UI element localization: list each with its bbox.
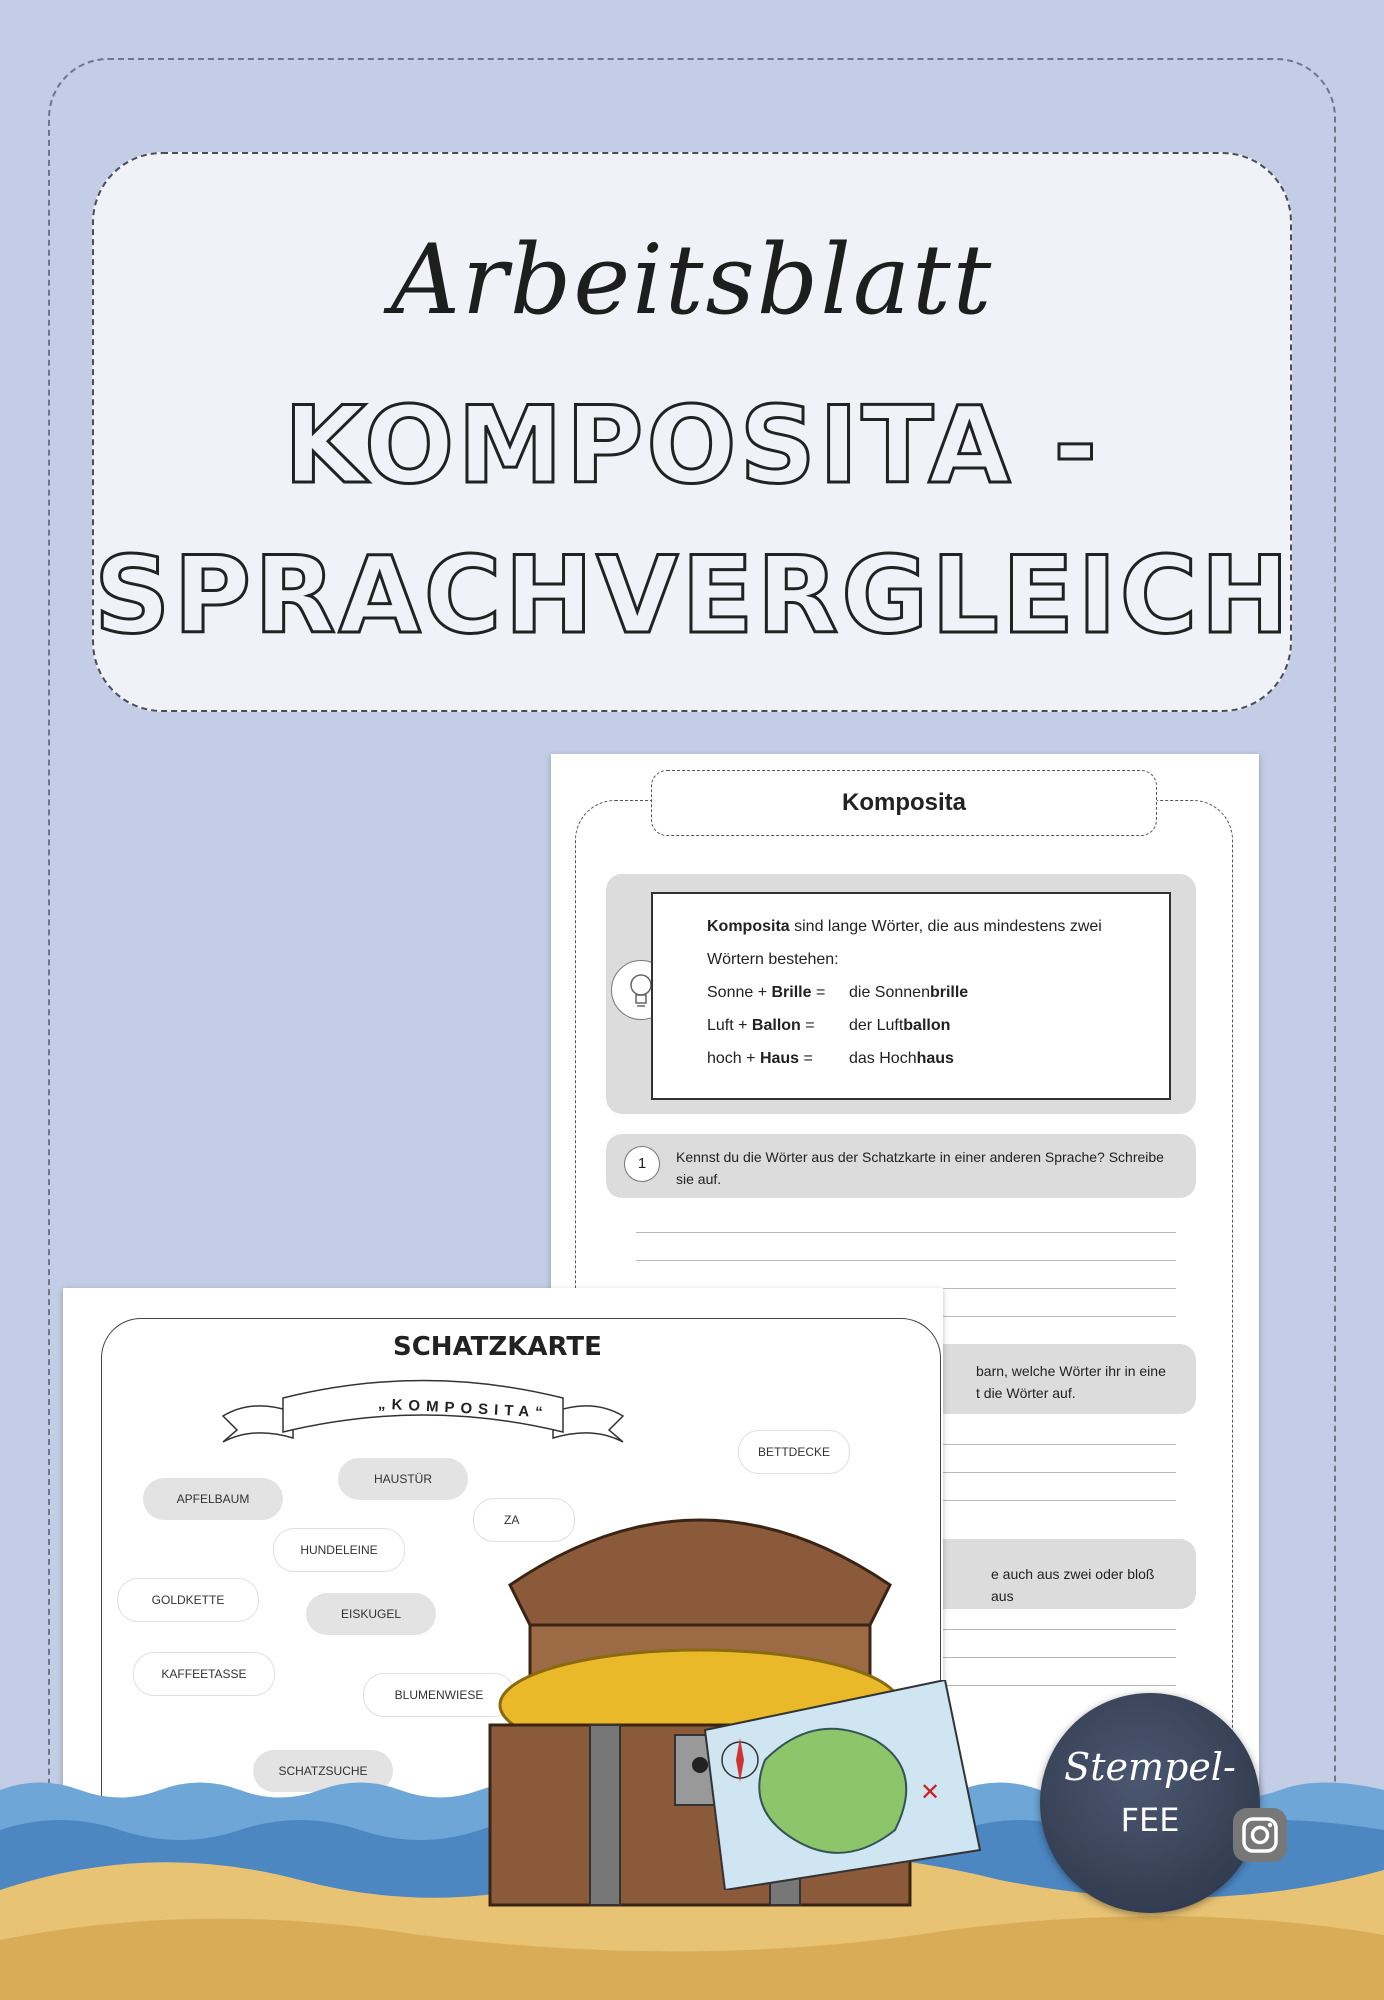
writing-line bbox=[931, 1444, 1176, 1445]
writing-line bbox=[636, 1232, 1176, 1233]
example-result bbox=[849, 1017, 950, 1035]
instagram-icon[interactable] bbox=[1233, 1808, 1287, 1862]
task-text: Kennst du die Wörter aus der Schatzkarte in einer anderen Sprache? Schreibe sie auf. bbox=[676, 1149, 1164, 1187]
info-line-1 bbox=[707, 918, 1102, 936]
writing-line bbox=[931, 1657, 1176, 1658]
writing-line bbox=[931, 1500, 1176, 1501]
writing-line bbox=[931, 1629, 1176, 1630]
task-text: e auch aus zwei oder bloß aus bbox=[991, 1566, 1155, 1604]
word-pill: SCHATZSUCHE bbox=[253, 1750, 393, 1792]
word-pill: HAUSTÜR bbox=[338, 1458, 468, 1500]
svg-text:✕: ✕ bbox=[920, 1778, 941, 1806]
result-prefix: die Sonnen bbox=[849, 984, 930, 1001]
word-pill: KAFFEETASSE bbox=[133, 1652, 275, 1696]
example-row: hoch + Haus = das Hochhaus bbox=[707, 1050, 954, 1067]
word-pill: APFELBAUM bbox=[143, 1478, 283, 1520]
title-card bbox=[92, 152, 1292, 712]
example-result bbox=[849, 984, 968, 1002]
schatzkarte-title: SCHATZKARTE bbox=[393, 1332, 602, 1362]
info-box bbox=[651, 892, 1171, 1100]
task-1 bbox=[606, 1134, 1196, 1198]
island-map-illustration bbox=[695, 1680, 985, 1890]
example-result bbox=[849, 1050, 954, 1068]
word-pill: EISKUGEL bbox=[306, 1593, 436, 1635]
stempel-fee-logo bbox=[1040, 1693, 1260, 1913]
logo-line-2: FEE bbox=[1120, 1801, 1180, 1839]
word-pill: HUNDELEINE bbox=[273, 1528, 405, 1572]
example-word-b: Brille bbox=[771, 984, 812, 1001]
word-pill: GOLDKETTE bbox=[117, 1578, 259, 1622]
title-script: Arbeitsblatt bbox=[390, 224, 994, 336]
info-line-1-text: sind lange Wörter, die aus mindestens zwei bbox=[789, 918, 1102, 935]
logo-line-1: Stempel- bbox=[1064, 1745, 1236, 1789]
task-text: barn, welche Wörter ihr in eine t die Wörter auf. bbox=[976, 1363, 1166, 1401]
result-bold: ballon bbox=[903, 1017, 951, 1034]
writing-line bbox=[931, 1472, 1176, 1473]
example-row: Luft + Ballon = der Luftballon bbox=[707, 1017, 951, 1034]
title-line-1: KOMPOSITA - bbox=[283, 384, 1101, 507]
result-bold: brille bbox=[929, 984, 969, 1001]
result-prefix: der Luft bbox=[849, 1017, 904, 1034]
word-pill: BETTDECKE bbox=[738, 1430, 850, 1474]
info-bold-word: Komposita bbox=[707, 918, 790, 935]
task-number: 1 bbox=[624, 1146, 660, 1182]
example-row: Sonne + Brille = die Sonnenbrille bbox=[707, 984, 969, 1001]
info-line-2: Wörtern bestehen: bbox=[707, 951, 839, 968]
example-word-b: Ballon bbox=[751, 1017, 801, 1034]
worksheet-heading: Komposita bbox=[651, 770, 1157, 836]
title-line-2: SPRACHVERGLEICH bbox=[94, 534, 1293, 657]
example-word-a: Sonne bbox=[707, 984, 754, 1001]
word-pill: ZA bbox=[473, 1498, 575, 1542]
example-word-a: Luft bbox=[707, 1017, 734, 1034]
example-word-b: Haus bbox=[759, 1050, 800, 1067]
writing-line bbox=[636, 1260, 1176, 1261]
banner-text: „KOMPOSITA“ bbox=[377, 1395, 550, 1422]
result-prefix: das Hoch bbox=[849, 1050, 917, 1067]
word-pill: BLUMENWIESE bbox=[363, 1673, 515, 1717]
example-word-a: hoch bbox=[707, 1050, 742, 1067]
result-bold: haus bbox=[916, 1050, 954, 1067]
